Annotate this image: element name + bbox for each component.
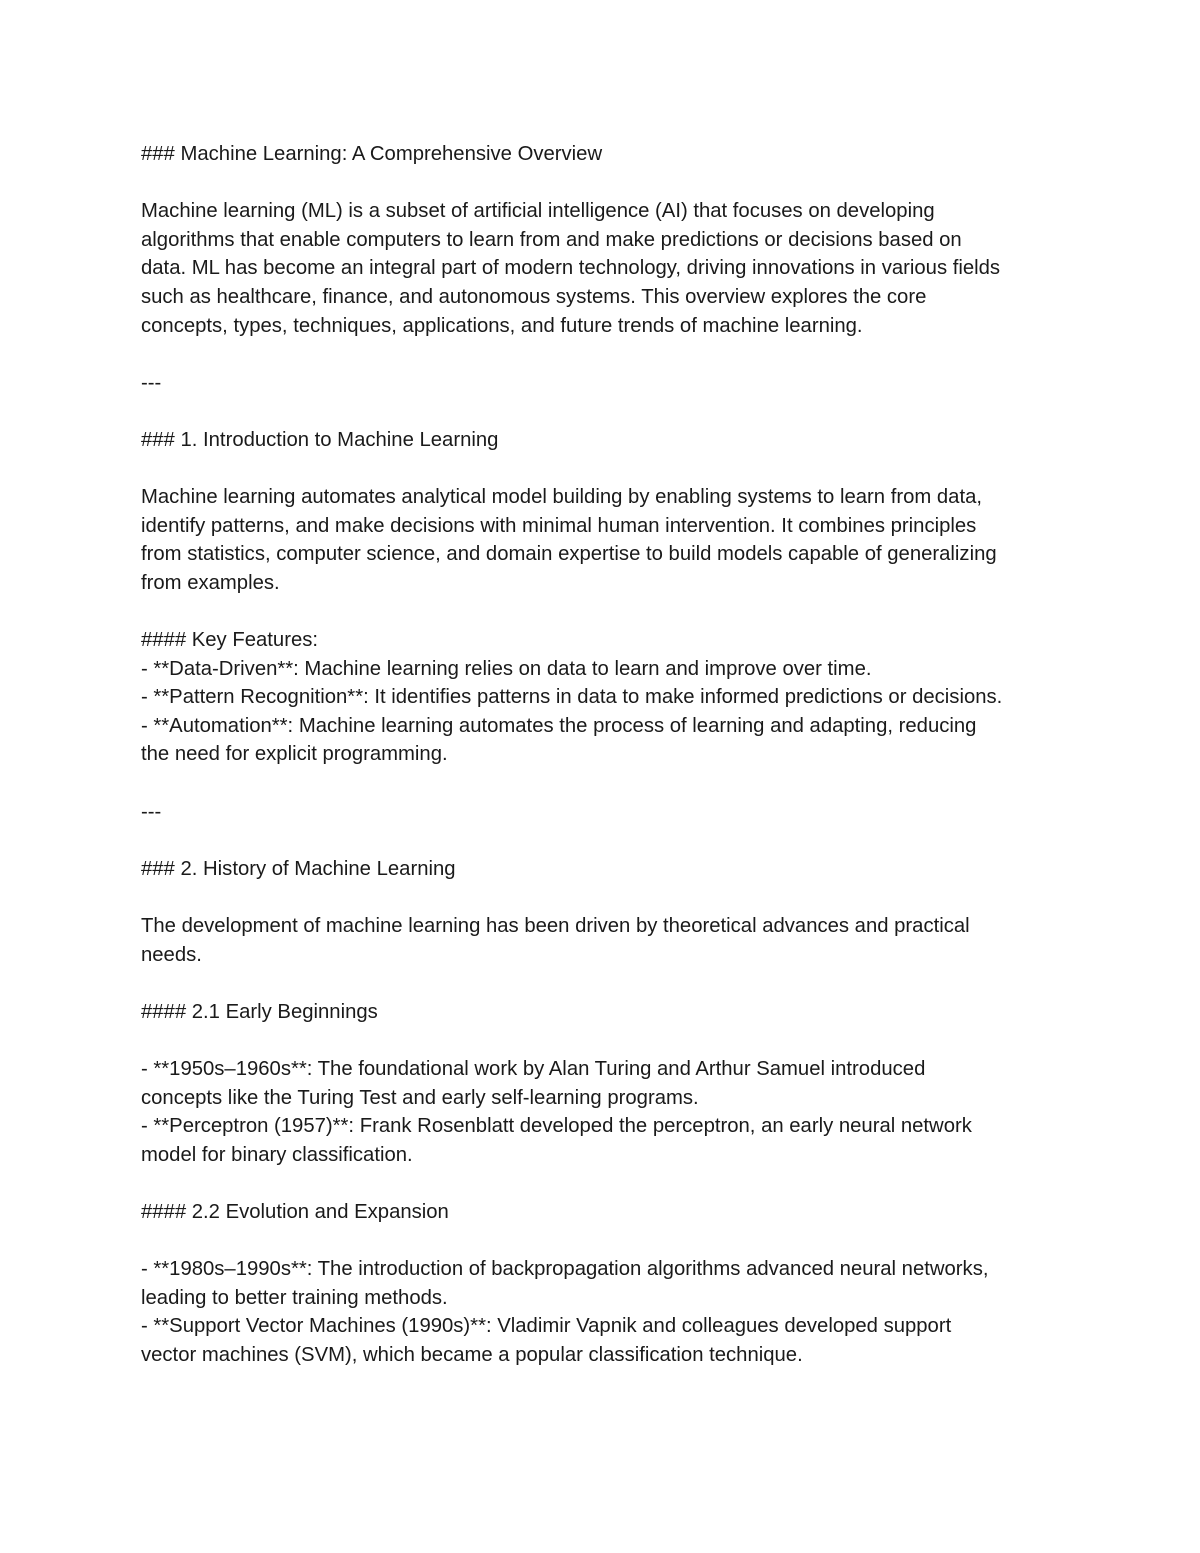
- section-1-paragraph-line: from examples.: [141, 571, 280, 594]
- document-page: [141, 140, 1066, 1370]
- subsection-2-1-item: - **1950s–1960s**: The foundational work by Alan Turing and Arthur Samuel introduced: [141, 1058, 926, 1080]
- intro-line: such as healthcare, finance, and autonomous systems. This overview explores the core: [141, 285, 927, 308]
- intro-line: algorithms that enable computers to learn from and make predictions or decisions based on: [141, 228, 962, 251]
- subsection-2-2-heading: #### 2.2 Evolution and Expansion: [141, 1200, 449, 1223]
- spacer: [141, 826, 1066, 855]
- key-feature-item: - **Data-Driven**: Machine learning relies on data to learn and improve over time.: [141, 657, 872, 680]
- spacer: [141, 769, 1066, 798]
- subsection-2-1-item: - **Perceptron (1957)**: Frank Rosenblatt developed the perceptron, an early neural network: [141, 1115, 972, 1138]
- intro-line: data. ML has become an integral part of modern technology, driving innovations in various fields: [141, 257, 1001, 280]
- spacer: [141, 1169, 1066, 1198]
- section-2-paragraph-line: The development of machine learning has been driven by theoretical advances and practical: [141, 915, 970, 938]
- key-features-heading: #### Key Features:: [141, 629, 319, 652]
- subsection-2-1-item: concepts like the Turing Test and early self-learning programs.: [141, 1086, 699, 1109]
- spacer: [141, 397, 1066, 426]
- section-2-paragraph-line: needs.: [141, 943, 202, 966]
- subsection-2-1-heading: #### 2.1 Early Beginnings: [141, 1000, 378, 1023]
- intro-line: concepts, types, techniques, applications, and future trends of machine learning.: [141, 314, 863, 337]
- key-feature-item: the need for explicit programming.: [141, 743, 448, 766]
- divider: ---: [141, 371, 162, 394]
- subsection-2-2-item: - **1980s–1990s**: The introduction of backpropagation algorithms advanced neural networks,: [141, 1258, 989, 1281]
- subsection-2-2-item: vector machines (SVM), which became a popular classification technique.: [141, 1343, 803, 1366]
- key-feature-item: - **Pattern Recognition**: It identifies patterns in data to make informed predictions or decisions.: [141, 686, 1003, 709]
- subsection-2-1-item: model for binary classification.: [141, 1143, 413, 1166]
- spacer: [141, 598, 1066, 627]
- section-1-paragraph-line: identify patterns, and make decisions with minimal human intervention. It combines principles: [141, 514, 977, 537]
- section-1-heading: ### 1. Introduction to Machine Learning: [141, 428, 499, 451]
- divider: ---: [141, 800, 162, 823]
- spacer: [141, 169, 1066, 198]
- subsection-2-2-item: - **Support Vector Machines (1990s)**: Vladimir Vapnik and colleagues developed support: [141, 1315, 952, 1338]
- key-feature-item: - **Automation**: Machine learning automates the process of learning and adapting, reducing: [141, 714, 977, 737]
- spacer: [141, 1227, 1066, 1256]
- section-1-paragraph-line: Machine learning automates analytical model building by enabling systems to learn from data,: [141, 486, 983, 509]
- spacer: [141, 455, 1066, 484]
- spacer: [141, 1026, 1066, 1055]
- spacer: [141, 340, 1066, 369]
- subsection-2-2-item: leading to better training methods.: [141, 1286, 448, 1309]
- spacer: [141, 969, 1066, 998]
- document-title: ### Machine Learning: A Comprehensive Overview: [141, 143, 603, 165]
- intro-line: Machine learning (ML) is a subset of artificial intelligence (AI) that focuses on developing: [141, 200, 935, 223]
- section-2-heading: ### 2. History of Machine Learning: [141, 857, 456, 880]
- spacer: [141, 883, 1066, 912]
- section-1-paragraph-line: from statistics, computer science, and domain expertise to build models capable of generalizing: [141, 543, 997, 566]
